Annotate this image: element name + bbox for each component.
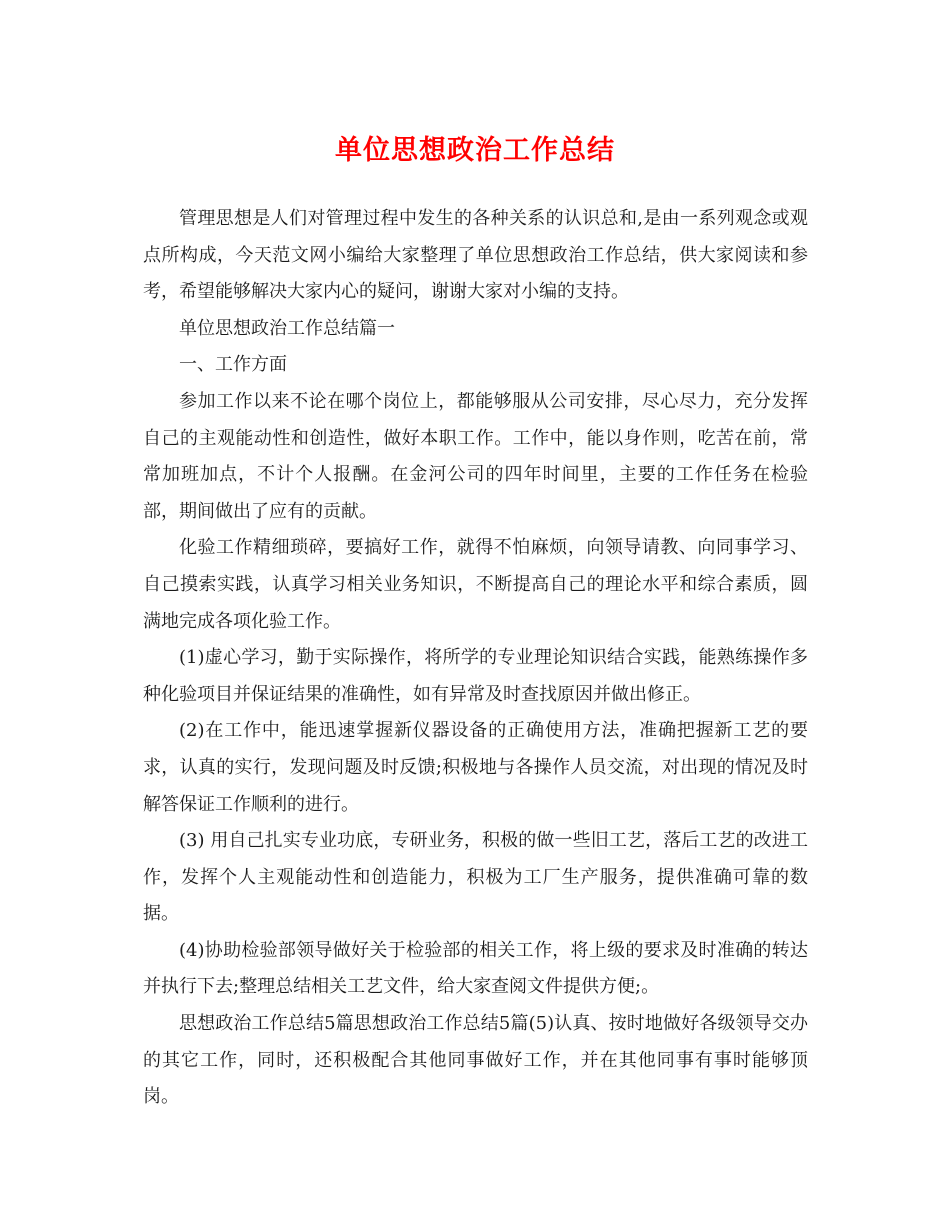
subsection-heading: 一、工作方面 <box>179 354 287 376</box>
paragraph: 化验工作精细琐碎，要搞好工作，就得不怕麻烦，向领导请教、向同事学习、自己摸索实践，认真学习相关业务知识，不断提高自己的理论水平和综合素质，圆满地完成各项化验工作。 <box>143 537 808 632</box>
paragraph: 思想政治工作总结5篇思想政治工作总结5篇(5)认真、按时地做好各级领导交办的其它工作，同时，还积极配合其他同事做好工作，并在其他同事有事时能够顶岗。 <box>143 1013 808 1108</box>
list-item: (2)在工作中，能迅速掌握新仪器设备的正确使用方法，准确把握新工艺的要求，认真的实行，发现问题及时反馈;积极地与各操作人员交流，对出现的情况及时解答保证工作顺利的进行。 <box>143 720 808 815</box>
list-item: (1)虚心学习，勤于实际操作，将所学的专业理论知识结合实践，能熟练操作多种化验项目并保证结果的准确性，如有异常及时查找原因并做出修正。 <box>143 647 808 705</box>
list-item: (4)协助检验部领导做好关于检验部的相关工作，将上级的要求及时准确的转达并执行下去;整理总结相关工艺文件，给大家查阅文件提供方便;。 <box>143 939 808 998</box>
document-title: 单位思想政治工作总结 <box>335 135 615 166</box>
paragraph-intro: 管理思想是人们对管理过程中发生的各种关系的认识总和,是由一系列观念或观点所构成，今天范文网小编给大家整理了单位思想政治工作总结，供大家阅读和参考，希望能够解决大家内心的疑问，谢谢大家对小编的支持。 <box>143 208 808 303</box>
list-item: (3) 用自己扎实专业功底，专研业务，积极的做一些旧工艺，落后工艺的改进工作，发挥个人主观能动性和创造能力，积极为工厂生产服务，提供准确可靠的数据。 <box>143 830 808 925</box>
document-body <box>143 201 808 1116</box>
section-heading: 单位思想政治工作总结篇一 <box>179 317 395 339</box>
paragraph: 参加工作以来不论在哪个岗位上，都能够服从公司安排，尽心尽力，充分发挥自己的主观能动性和创造性，做好本职工作。工作中，能以身作则，吃苦在前，常常加班加点，不计个人报酬。在金河公司的四年时间里，主要的工作任务在检验部，期间做出了应有的贡献。 <box>143 390 808 522</box>
